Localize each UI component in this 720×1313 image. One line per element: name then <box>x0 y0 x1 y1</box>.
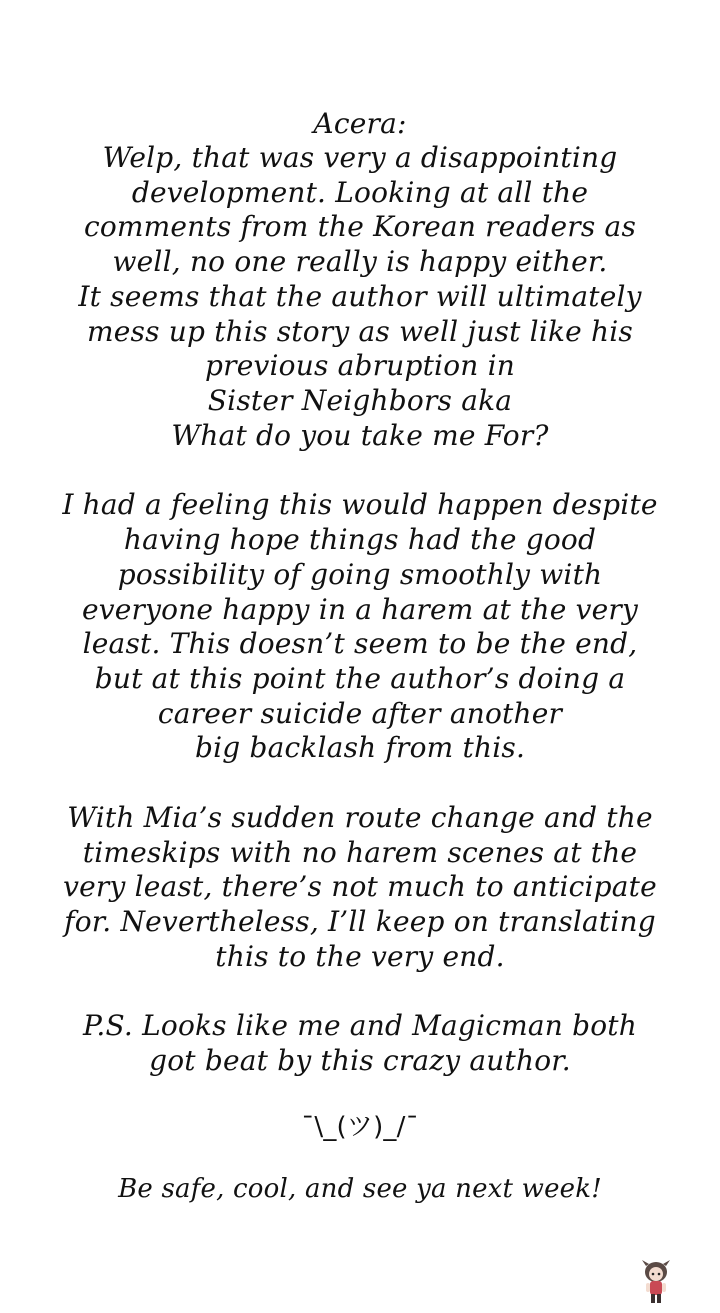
paragraph2-line: possibility of going smoothly with <box>117 558 603 591</box>
paragraph2-line: having hope things had the good <box>123 523 597 556</box>
paragraph1-line: development. Looking at all the <box>131 176 589 209</box>
paragraph1-line: previous abruption in <box>205 349 515 382</box>
ps-line: got beat by this crazy author. <box>149 1044 571 1077</box>
paragraph2-line: I had a feeling this would happen despite <box>62 488 658 521</box>
paragraph1-line: What do you take me For? <box>171 419 549 452</box>
paragraph1-line: It seems that the author will ultimately <box>78 280 642 313</box>
paragraph1-line: comments from the Korean readers as <box>83 210 637 243</box>
note-author: Acera: <box>313 107 407 140</box>
paragraph1-line: Welp, that was very a disappointing <box>102 141 618 174</box>
paragraph1-line: well, no one really is happy either. <box>112 245 608 278</box>
paragraph1-line: mess up this story as well just like his <box>87 315 633 348</box>
paragraph3-line: for. Nevertheless, I’ll keep on translating <box>64 905 656 938</box>
paragraph3-line: With Mia’s sudden route change and the <box>67 801 653 834</box>
paragraph2-line: career suicide after another <box>157 697 563 730</box>
paragraph1-line: Sister Neighbors aka <box>207 384 513 417</box>
chibi-character-icon <box>640 1258 672 1306</box>
paragraph3-line: very least, there’s not much to anticipate <box>63 870 657 903</box>
ps-line: P.S. Looks like me and Magicman both <box>83 1009 637 1042</box>
paragraph3-line: this to the very end. <box>215 940 505 973</box>
paragraph2-line: everyone happy in a harem at the very <box>81 593 639 626</box>
shrug-emoticon: ¯\_(ツ)_/¯ <box>301 1112 419 1142</box>
paragraph2-line: big backlash from this. <box>194 731 526 764</box>
paragraph3-line: timeskips with no harem scenes at the <box>82 836 638 869</box>
paragraph2-line: but at this point the author’s doing a <box>94 662 626 695</box>
signoff-line: Be safe, cool, and see ya next week! <box>118 1174 602 1204</box>
paragraph2-line: least. This doesn’t seem to be the end, <box>82 627 638 660</box>
